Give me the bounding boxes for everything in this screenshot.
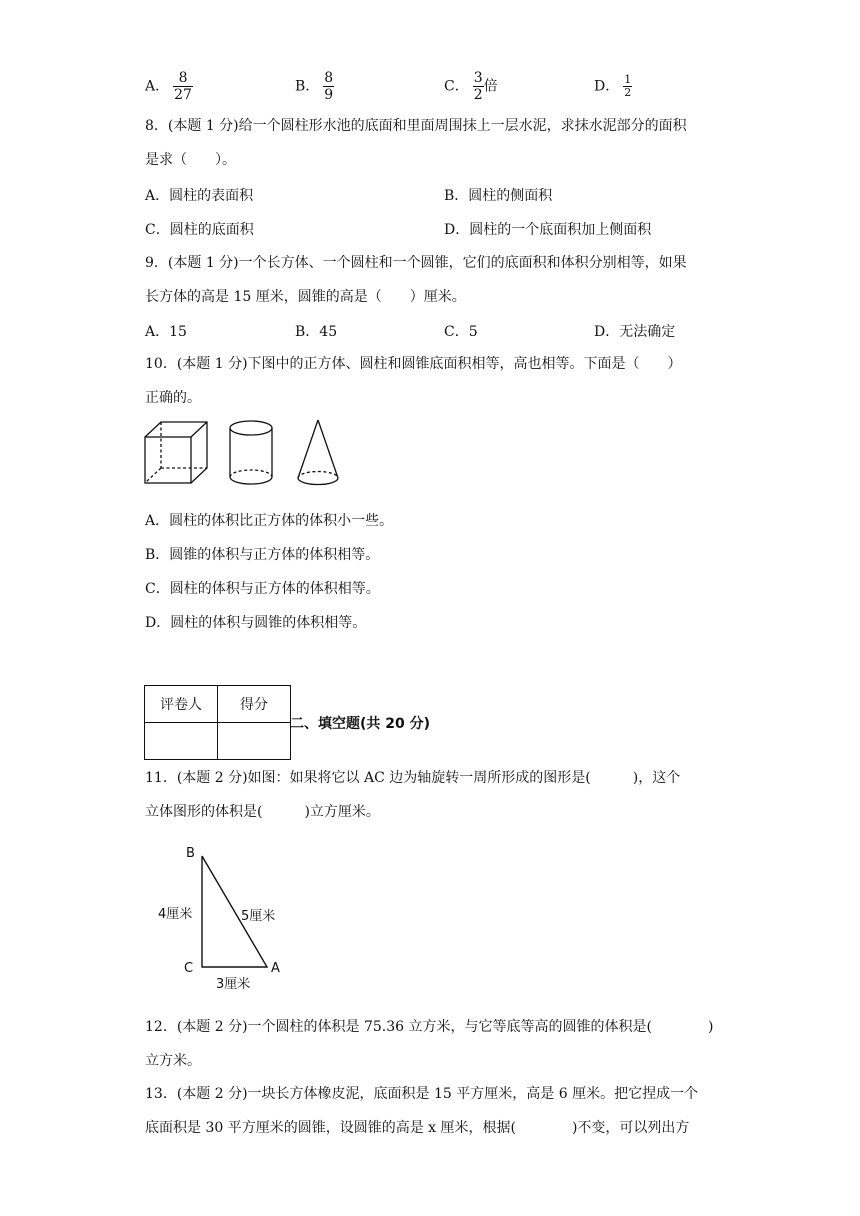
- q9-option-c: C．5: [444, 324, 478, 340]
- q8-option-d: D．圆柱的一个底面积加上侧面积: [444, 222, 652, 238]
- q7-option-d: D． $\frac{1}{2}$: [594, 73, 632, 99]
- q10-option-c: C．圆柱的体积与正方体的体积相等。: [145, 581, 380, 597]
- q9-stem-line1: 9．(本题 1 分)一个长方体、一个圆柱和一个圆锥，它们的底面积和体积分别相等，如果: [145, 255, 687, 271]
- reviewer-label: 评卷人: [145, 686, 218, 723]
- triangle-figure: [150, 842, 290, 992]
- q7-option-c: C． $\frac{3}{2}$ 倍: [444, 70, 498, 103]
- q8-option-c: C．圆柱的底面积: [145, 222, 254, 238]
- q8-stem-line1: 8．(本题 1 分)给一个圆柱形水池的底面和里面周围抹上一层水泥，求抹水泥部分的面积: [145, 118, 687, 134]
- score-box: [144, 685, 291, 760]
- side-ca-label: 3厘米: [216, 977, 251, 992]
- q9-option-b: B．45: [295, 324, 338, 340]
- section-title: 二、填空题(共 20 分): [290, 716, 431, 732]
- q9-option-d: D．无法确定: [594, 324, 676, 340]
- q7-option-b: B． $\frac{8}{9}$: [295, 70, 334, 103]
- fraction: $\frac{8}{9}$: [324, 70, 334, 103]
- fraction: $\frac{1}{2}$: [624, 73, 632, 99]
- solids-figure: [140, 415, 360, 493]
- score-label: 得分: [218, 686, 291, 723]
- cone-shape: [298, 420, 338, 485]
- q10-option-d: D．圆柱的体积与圆锥的体积相等。: [145, 615, 367, 631]
- q12-stem-line1: 12．(本题 2 分)一个圆柱的体积是 75.36 立方米，与它等底等高的圆锥的体积是( ): [145, 1019, 714, 1035]
- q12-stem-line2: 立方米。: [145, 1053, 201, 1069]
- q11-stem-line2: 立体图形的体积是( )立方厘米。: [145, 804, 380, 820]
- q10-option-b: B．圆锥的体积与正方体的体积相等。: [145, 547, 380, 563]
- score-cell: [218, 723, 291, 760]
- q13-stem-line2: 底面积是 30 平方厘米的圆锥，设圆锥的高是 x 厘米，根据( )不变，可以列出方: [145, 1120, 690, 1136]
- q11-stem-line1: 11．(本题 2 分)如图：如果将它以 AC 边为轴旋转一周所形成的图形是( )，这个: [145, 770, 681, 786]
- q10-stem-line2: 正确的。: [145, 390, 201, 406]
- q9-option-a: A．15: [145, 324, 187, 340]
- fraction: $\frac{8}{27}$: [174, 70, 192, 103]
- side-ab-label: 5厘米: [241, 909, 276, 924]
- reviewer-cell: [145, 723, 218, 760]
- side-bc-label: 4厘米: [158, 907, 193, 922]
- cylinder-shape: [230, 421, 272, 484]
- vertex-c-label: C: [184, 961, 194, 976]
- q8-option-a: A．圆柱的表面积: [145, 188, 254, 204]
- vertex-b-label: B: [186, 846, 195, 861]
- q13-stem-line1: 13．(本题 2 分)一块长方体橡皮泥，底面积是 15 平方厘米，高是 6 厘米。把它捏成一个: [145, 1086, 699, 1102]
- vertex-a-label: A: [271, 961, 280, 976]
- q8-option-b: B．圆柱的侧面积: [444, 188, 553, 204]
- q8-stem-line2: 是求（ ）。: [145, 152, 236, 168]
- q10-stem-line1: 10．(本题 1 分)下图中的正方体、圆柱和圆锥底面积相等，高也相等。下面是（ ）: [145, 356, 682, 372]
- q10-option-a: A．圆柱的体积比正方体的体积小一些。: [145, 513, 394, 529]
- cube-shape: [145, 422, 207, 483]
- fraction: $\frac{3}{2}$: [473, 70, 483, 103]
- q7-option-a: A． $\frac{8}{27}$: [145, 70, 192, 103]
- q9-stem-line2: 长方体的高是 15 厘米，圆锥的高是（ ）厘米。: [145, 289, 466, 305]
